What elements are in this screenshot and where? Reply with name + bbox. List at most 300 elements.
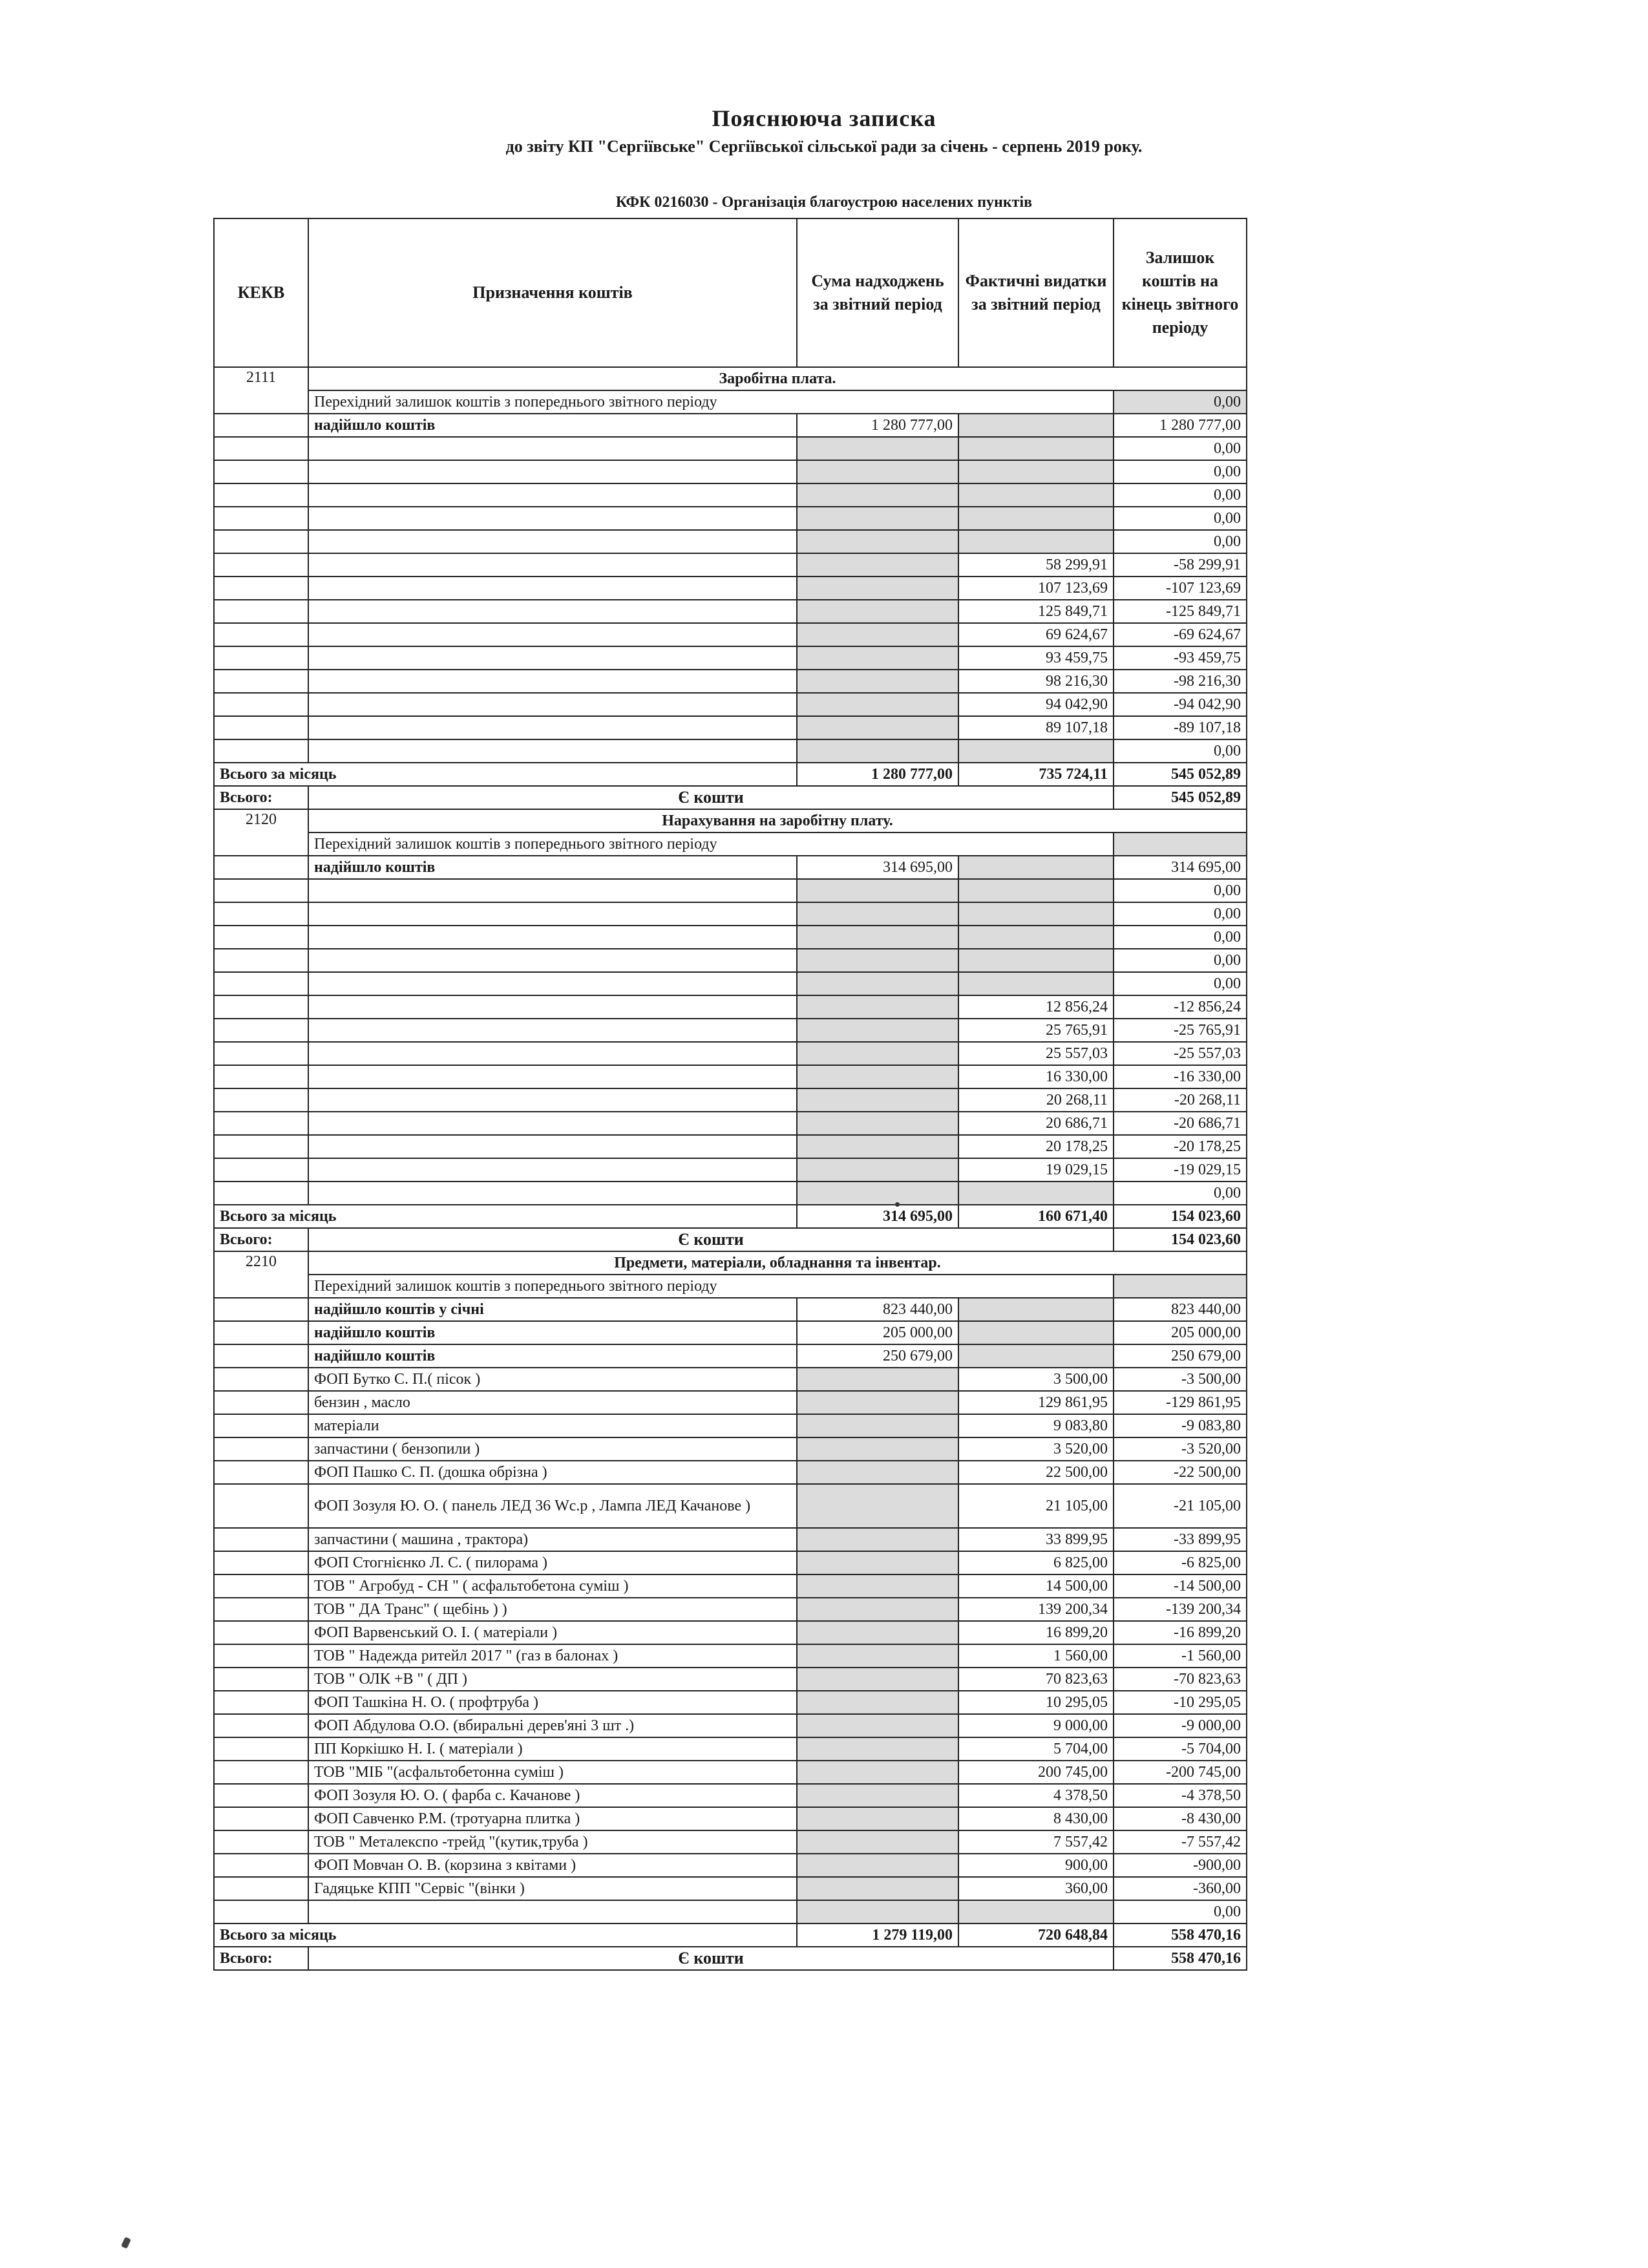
- row-income: [797, 1414, 958, 1437]
- row-kekv: [214, 995, 308, 1019]
- row-income: [797, 1668, 958, 1691]
- row-expense: 25 557,03: [958, 1042, 1114, 1065]
- row-balance: -25 765,91: [1114, 1019, 1247, 1042]
- row-income: [797, 623, 958, 646]
- row-income: [797, 483, 958, 507]
- table-row: [214, 1112, 1247, 1135]
- table-row: [214, 1368, 1247, 1391]
- row-kekv: [214, 623, 308, 646]
- row-kekv: [214, 1761, 308, 1784]
- row-income: [797, 1900, 958, 1924]
- row-balance: -6 825,00: [1114, 1551, 1247, 1574]
- row-purpose: ФОП Бутко С. П.( пісок ): [308, 1368, 797, 1391]
- table-row: [214, 1877, 1247, 1900]
- header-kekv: КЕКВ: [214, 218, 308, 367]
- row-income: [797, 553, 958, 577]
- table-row: [214, 693, 1247, 716]
- row-purpose: [308, 530, 797, 553]
- month-total-label: Всього за місяць: [214, 763, 797, 786]
- row-balance: 250 679,00: [1114, 1344, 1247, 1368]
- row-expense: 89 107,18: [958, 716, 1114, 739]
- row-balance: -25 557,03: [1114, 1042, 1247, 1065]
- table-row: [214, 460, 1247, 483]
- row-balance: 0,00: [1114, 739, 1247, 763]
- row-expense: 129 861,95: [958, 1391, 1114, 1414]
- table-row: [214, 856, 1247, 879]
- row-income: [797, 1368, 958, 1391]
- row-purpose: ФОП Зозуля Ю. О. ( панель ЛЕД 36 Wс.р , Лампа ЛЕД Качанове ): [308, 1484, 797, 1528]
- row-income: [797, 739, 958, 763]
- row-expense: 16 330,00: [958, 1065, 1114, 1088]
- row-kekv: [214, 1484, 308, 1528]
- table-row: [214, 1042, 1247, 1065]
- row-income: [797, 1391, 958, 1414]
- grand-total-balance: 154 023,60: [1114, 1228, 1247, 1251]
- row-balance: -900,00: [1114, 1854, 1247, 1877]
- table-row: [214, 1574, 1247, 1598]
- row-kekv: [214, 1065, 308, 1088]
- table-row: [214, 646, 1247, 670]
- row-purpose: надійшло коштів: [308, 1321, 797, 1344]
- row-income: [797, 1714, 958, 1737]
- row-purpose: ФОП Стогнієнко Л. С. ( пилорама ): [308, 1551, 797, 1574]
- row-expense: 19 029,15: [958, 1158, 1114, 1182]
- row-income: [797, 1065, 958, 1088]
- month-total-expense: 735 724,11: [958, 763, 1114, 786]
- row-expense: 139 200,34: [958, 1598, 1114, 1621]
- section-title: Предмети, матеріали, обладнання та інвентар.: [308, 1251, 1247, 1275]
- row-balance: -22 500,00: [1114, 1461, 1247, 1484]
- row-purpose: ФОП Абдулова О.О. (вбиральні дерев'яні 3 шт .): [308, 1714, 797, 1737]
- table-row: [214, 1088, 1247, 1112]
- row-income: [797, 460, 958, 483]
- row-expense: 7 557,42: [958, 1830, 1114, 1854]
- row-kekv: [214, 553, 308, 577]
- row-balance: -12 856,24: [1114, 995, 1247, 1019]
- row-purpose: [308, 1112, 797, 1135]
- row-purpose: ТОВ " Агробуд - СН " ( асфальтобетона суміш ): [308, 1574, 797, 1598]
- grand-total-status: Є кошти: [308, 1228, 1114, 1251]
- row-expense: 12 856,24: [958, 995, 1114, 1019]
- row-balance: -8 430,00: [1114, 1807, 1247, 1830]
- row-kekv: [214, 414, 308, 437]
- grand-total-label: Всього:: [214, 786, 308, 809]
- row-kekv: [214, 1854, 308, 1877]
- row-balance: 0,00: [1114, 530, 1247, 553]
- row-purpose: [308, 483, 797, 507]
- row-income: [797, 1158, 958, 1182]
- table-row: [214, 1830, 1247, 1854]
- row-income: [797, 1830, 958, 1854]
- row-expense: 21 105,00: [958, 1484, 1114, 1528]
- grand-total-row: [214, 1228, 1247, 1251]
- table-row: [214, 507, 1247, 530]
- carry-over-row: [214, 832, 1247, 856]
- row-kekv: [214, 1807, 308, 1830]
- row-kekv: [214, 1574, 308, 1598]
- row-kekv: [214, 879, 308, 902]
- row-expense: 20 686,71: [958, 1112, 1114, 1135]
- row-balance: 0,00: [1114, 949, 1247, 972]
- row-purpose: [308, 553, 797, 577]
- row-expense: 8 430,00: [958, 1807, 1114, 1830]
- row-income: [797, 1807, 958, 1830]
- carry-over-value: [1114, 1275, 1247, 1298]
- row-purpose: запчастини ( машина , трактора): [308, 1528, 797, 1551]
- row-purpose: [308, 926, 797, 949]
- row-kekv: [214, 437, 308, 460]
- row-expense: 6 825,00: [958, 1551, 1114, 1574]
- table-row: [214, 1528, 1247, 1551]
- row-income: [797, 949, 958, 972]
- header-purpose: Призначення коштів: [308, 218, 797, 367]
- row-expense: 69 624,67: [958, 623, 1114, 646]
- row-balance: 205 000,00: [1114, 1321, 1247, 1344]
- table-row: [214, 1551, 1247, 1574]
- row-purpose: [308, 972, 797, 995]
- row-kekv: [214, 1298, 308, 1321]
- row-purpose: [308, 577, 797, 600]
- table-row: [214, 553, 1247, 577]
- table-row: [214, 1158, 1247, 1182]
- row-expense: 16 899,20: [958, 1621, 1114, 1644]
- grand-total-row: [214, 786, 1247, 809]
- grand-total-balance: 545 052,89: [1114, 786, 1247, 809]
- row-purpose: [308, 1135, 797, 1158]
- report-table: [213, 218, 1247, 1971]
- row-income: 250 679,00: [797, 1344, 958, 1368]
- row-balance: -20 268,11: [1114, 1088, 1247, 1112]
- table-row: [214, 902, 1247, 926]
- row-income: [797, 1621, 958, 1644]
- month-total-expense: 160 671,40: [958, 1205, 1114, 1228]
- section-title: Заробітна плата.: [308, 367, 1247, 390]
- grand-total-label: Всього:: [214, 1228, 308, 1251]
- row-income: [797, 1182, 958, 1205]
- row-income: 1 280 777,00: [797, 414, 958, 437]
- row-expense: 20 268,11: [958, 1088, 1114, 1112]
- row-purpose: ФОП Пашко С. П. (дошка обрізна ): [308, 1461, 797, 1484]
- table-row: [214, 949, 1247, 972]
- row-kekv: [214, 1135, 308, 1158]
- row-kekv: [214, 1368, 308, 1391]
- row-purpose: [308, 437, 797, 460]
- row-kekv: [214, 600, 308, 623]
- row-income: 314 695,00: [797, 856, 958, 879]
- row-income: [797, 1691, 958, 1714]
- row-balance: -98 216,30: [1114, 670, 1247, 693]
- row-balance: -21 105,00: [1114, 1484, 1247, 1528]
- row-purpose: [308, 646, 797, 670]
- row-purpose: [308, 739, 797, 763]
- table-row: [214, 623, 1247, 646]
- row-purpose: ТОВ " ОЛК +В " ( ДП ): [308, 1668, 797, 1691]
- row-kekv: [214, 1112, 308, 1135]
- row-income: [797, 1484, 958, 1528]
- table-row: [214, 1414, 1247, 1437]
- header-row: [214, 218, 1247, 367]
- row-kekv: [214, 693, 308, 716]
- row-income: [797, 1551, 958, 1574]
- row-expense: 125 849,71: [958, 600, 1114, 623]
- row-purpose: ТОВ " Металекспо -трейд "(кутик,труба ): [308, 1830, 797, 1854]
- row-kekv: [214, 1598, 308, 1621]
- row-balance: -58 299,91: [1114, 553, 1247, 577]
- row-expense: [958, 1182, 1114, 1205]
- kfk-heading: КФК 0216030 - Організація благоустрою населених пунктів: [615, 194, 1033, 211]
- row-expense: [958, 530, 1114, 553]
- section-title-row: [214, 1251, 1247, 1275]
- row-purpose: [308, 670, 797, 693]
- row-kekv: [214, 1182, 308, 1205]
- row-kekv: [214, 530, 308, 553]
- row-purpose: Гадяцьке КПП "Сервіс "(вінки ): [308, 1877, 797, 1900]
- row-income: [797, 1784, 958, 1807]
- scan-mark: [121, 2237, 131, 2249]
- row-income: [797, 1042, 958, 1065]
- table-row: [214, 1737, 1247, 1761]
- row-income: [797, 1598, 958, 1621]
- row-balance: -4 378,50: [1114, 1784, 1247, 1807]
- table-row: [214, 1598, 1247, 1621]
- row-expense: [958, 856, 1114, 879]
- row-income: [797, 972, 958, 995]
- row-income: [797, 926, 958, 949]
- month-total-label: Всього за місяць: [214, 1205, 797, 1228]
- carry-over-label: Перехідний залишок коштів з попереднього звітного періоду: [308, 1275, 1114, 1298]
- row-purpose: [308, 1158, 797, 1182]
- table-row: [214, 1135, 1247, 1158]
- row-balance: 0,00: [1114, 460, 1247, 483]
- row-purpose: бензин , масло: [308, 1391, 797, 1414]
- row-kekv: [214, 1621, 308, 1644]
- row-expense: 4 378,50: [958, 1784, 1114, 1807]
- row-kekv: [214, 1644, 308, 1668]
- row-expense: 25 765,91: [958, 1019, 1114, 1042]
- row-income: 205 000,00: [797, 1321, 958, 1344]
- row-purpose: [308, 995, 797, 1019]
- table-row: [214, 1807, 1247, 1830]
- row-income: [797, 902, 958, 926]
- row-purpose: ПП Коркішко Н. І. ( матеріали ): [308, 1737, 797, 1761]
- row-balance: 0,00: [1114, 926, 1247, 949]
- report-body: [214, 367, 1247, 1970]
- table-row: [214, 530, 1247, 553]
- row-kekv: [214, 1437, 308, 1461]
- header-income: Сума надходжень за звітний період: [797, 218, 958, 367]
- row-balance: 0,00: [1114, 1900, 1247, 1924]
- row-kekv: [214, 1784, 308, 1807]
- section-title-row: [214, 809, 1247, 832]
- row-purpose: [308, 1019, 797, 1042]
- row-balance: 0,00: [1114, 902, 1247, 926]
- row-income: 823 440,00: [797, 1298, 958, 1321]
- row-purpose: [308, 623, 797, 646]
- row-income: [797, 1088, 958, 1112]
- row-expense: 10 295,05: [958, 1691, 1114, 1714]
- table-row: [214, 1437, 1247, 1461]
- row-income: [797, 530, 958, 553]
- row-kekv: [214, 1344, 308, 1368]
- header-expense: Фактичні видатки за звітний період: [958, 218, 1114, 367]
- row-expense: 14 500,00: [958, 1574, 1114, 1598]
- table-row: [214, 670, 1247, 693]
- table-row: [214, 1714, 1247, 1737]
- table-row: [214, 600, 1247, 623]
- grand-total-status: Є кошти: [308, 786, 1114, 809]
- row-income: [797, 577, 958, 600]
- row-income: [797, 879, 958, 902]
- row-balance: -10 295,05: [1114, 1691, 1247, 1714]
- row-kekv: [214, 1042, 308, 1065]
- month-total-row: [214, 1205, 1247, 1228]
- month-total-balance: 558 470,16: [1114, 1924, 1247, 1947]
- row-purpose: [308, 693, 797, 716]
- row-expense: [958, 483, 1114, 507]
- row-purpose: [308, 600, 797, 623]
- row-expense: [958, 949, 1114, 972]
- table-row: [214, 483, 1247, 507]
- row-income: [797, 600, 958, 623]
- row-balance: -70 823,63: [1114, 1668, 1247, 1691]
- row-purpose: матеріали: [308, 1414, 797, 1437]
- row-purpose: ФОП Варвенський О. І. ( матеріали ): [308, 1621, 797, 1644]
- table-row: [214, 716, 1247, 739]
- row-purpose: ТОВ " ДА Транс" ( щебінь ) ): [308, 1598, 797, 1621]
- kekv-code: 2120: [214, 809, 308, 856]
- row-kekv: [214, 1714, 308, 1737]
- row-kekv: [214, 926, 308, 949]
- row-kekv: [214, 1391, 308, 1414]
- row-expense: [958, 1321, 1114, 1344]
- row-balance: -3 500,00: [1114, 1368, 1247, 1391]
- table-row: [214, 1854, 1247, 1877]
- table-row: [214, 1668, 1247, 1691]
- row-balance: -14 500,00: [1114, 1574, 1247, 1598]
- row-balance: -9 083,80: [1114, 1414, 1247, 1437]
- row-balance: -1 560,00: [1114, 1644, 1247, 1668]
- table-row: [214, 1391, 1247, 1414]
- row-purpose: надійшло коштів у січні: [308, 1298, 797, 1321]
- table-row: [214, 1761, 1247, 1784]
- row-kekv: [214, 1461, 308, 1484]
- row-expense: [958, 879, 1114, 902]
- row-income: [797, 1854, 958, 1877]
- row-expense: 360,00: [958, 1877, 1114, 1900]
- row-kekv: [214, 856, 308, 879]
- grand-total-status: Є кошти: [308, 1947, 1114, 1970]
- row-balance: -94 042,90: [1114, 693, 1247, 716]
- row-expense: 98 216,30: [958, 670, 1114, 693]
- row-balance: 823 440,00: [1114, 1298, 1247, 1321]
- row-purpose: ТОВ "МІБ "(асфальтобетонна суміш ): [308, 1761, 797, 1784]
- row-kekv: [214, 1830, 308, 1854]
- row-balance: -3 520,00: [1114, 1437, 1247, 1461]
- row-kekv: [214, 577, 308, 600]
- row-kekv: [214, 1737, 308, 1761]
- row-income: [797, 646, 958, 670]
- row-expense: 5 704,00: [958, 1737, 1114, 1761]
- row-income: [797, 1528, 958, 1551]
- row-balance: -20 686,71: [1114, 1112, 1247, 1135]
- row-income: [797, 1574, 958, 1598]
- row-income: [797, 1644, 958, 1668]
- row-balance: -200 745,00: [1114, 1761, 1247, 1784]
- row-kekv: [214, 460, 308, 483]
- row-expense: 20 178,25: [958, 1135, 1114, 1158]
- row-income: [797, 1737, 958, 1761]
- row-balance: -20 178,25: [1114, 1135, 1247, 1158]
- row-balance: -9 000,00: [1114, 1714, 1247, 1737]
- row-expense: [958, 460, 1114, 483]
- row-expense: 94 042,90: [958, 693, 1114, 716]
- table-row: [214, 972, 1247, 995]
- row-purpose: [308, 1900, 797, 1924]
- row-expense: 1 560,00: [958, 1644, 1114, 1668]
- table-row: [214, 1344, 1247, 1368]
- row-purpose: ТОВ " Надежда ритейл 2017 " (газ в балонах ): [308, 1644, 797, 1668]
- row-balance: -89 107,18: [1114, 716, 1247, 739]
- row-kekv: [214, 1528, 308, 1551]
- row-balance: -93 459,75: [1114, 646, 1247, 670]
- table-row: [214, 879, 1247, 902]
- row-balance: 0,00: [1114, 507, 1247, 530]
- row-purpose: запчастини ( бензопили ): [308, 1437, 797, 1461]
- month-total-balance: 545 052,89: [1114, 763, 1247, 786]
- row-purpose: [308, 949, 797, 972]
- table-row: [214, 414, 1247, 437]
- row-purpose: ФОП Зозуля Ю. О. ( фарба с. Качанове ): [308, 1784, 797, 1807]
- kekv-code: 2210: [214, 1251, 308, 1298]
- row-purpose: [308, 460, 797, 483]
- row-purpose: надійшло коштів: [308, 856, 797, 879]
- month-total-balance: 154 023,60: [1114, 1205, 1247, 1228]
- grand-total-label: Всього:: [214, 1947, 308, 1970]
- row-income: [797, 1461, 958, 1484]
- row-expense: 3 520,00: [958, 1437, 1114, 1461]
- row-balance: -33 899,95: [1114, 1528, 1247, 1551]
- row-expense: 3 500,00: [958, 1368, 1114, 1391]
- month-total-row: [214, 1924, 1247, 1947]
- row-expense: 200 745,00: [958, 1761, 1114, 1784]
- row-kekv: [214, 646, 308, 670]
- row-kekv: [214, 1691, 308, 1714]
- grand-total-row: [214, 1947, 1247, 1970]
- row-kekv: [214, 739, 308, 763]
- month-total-label: Всього за місяць: [214, 1924, 797, 1947]
- table-row: [214, 1182, 1247, 1205]
- row-expense: 93 459,75: [958, 646, 1114, 670]
- row-expense: 22 500,00: [958, 1461, 1114, 1484]
- row-kekv: [214, 1551, 308, 1574]
- row-expense: [958, 902, 1114, 926]
- row-income: [797, 1761, 958, 1784]
- row-kekv: [214, 1877, 308, 1900]
- section-title-row: [214, 367, 1247, 390]
- row-income: [797, 507, 958, 530]
- row-kekv: [214, 483, 308, 507]
- table-row: [214, 1019, 1247, 1042]
- row-expense: 33 899,95: [958, 1528, 1114, 1551]
- row-purpose: [308, 1065, 797, 1088]
- table-row: [214, 1065, 1247, 1088]
- row-purpose: ФОП Савченко Р.М. (тротуарна плитка ): [308, 1807, 797, 1830]
- row-kekv: [214, 1088, 308, 1112]
- row-balance: -16 330,00: [1114, 1065, 1247, 1088]
- table-row: [214, 1461, 1247, 1484]
- table-row: [214, 1298, 1247, 1321]
- row-purpose: надійшло коштів: [308, 1344, 797, 1368]
